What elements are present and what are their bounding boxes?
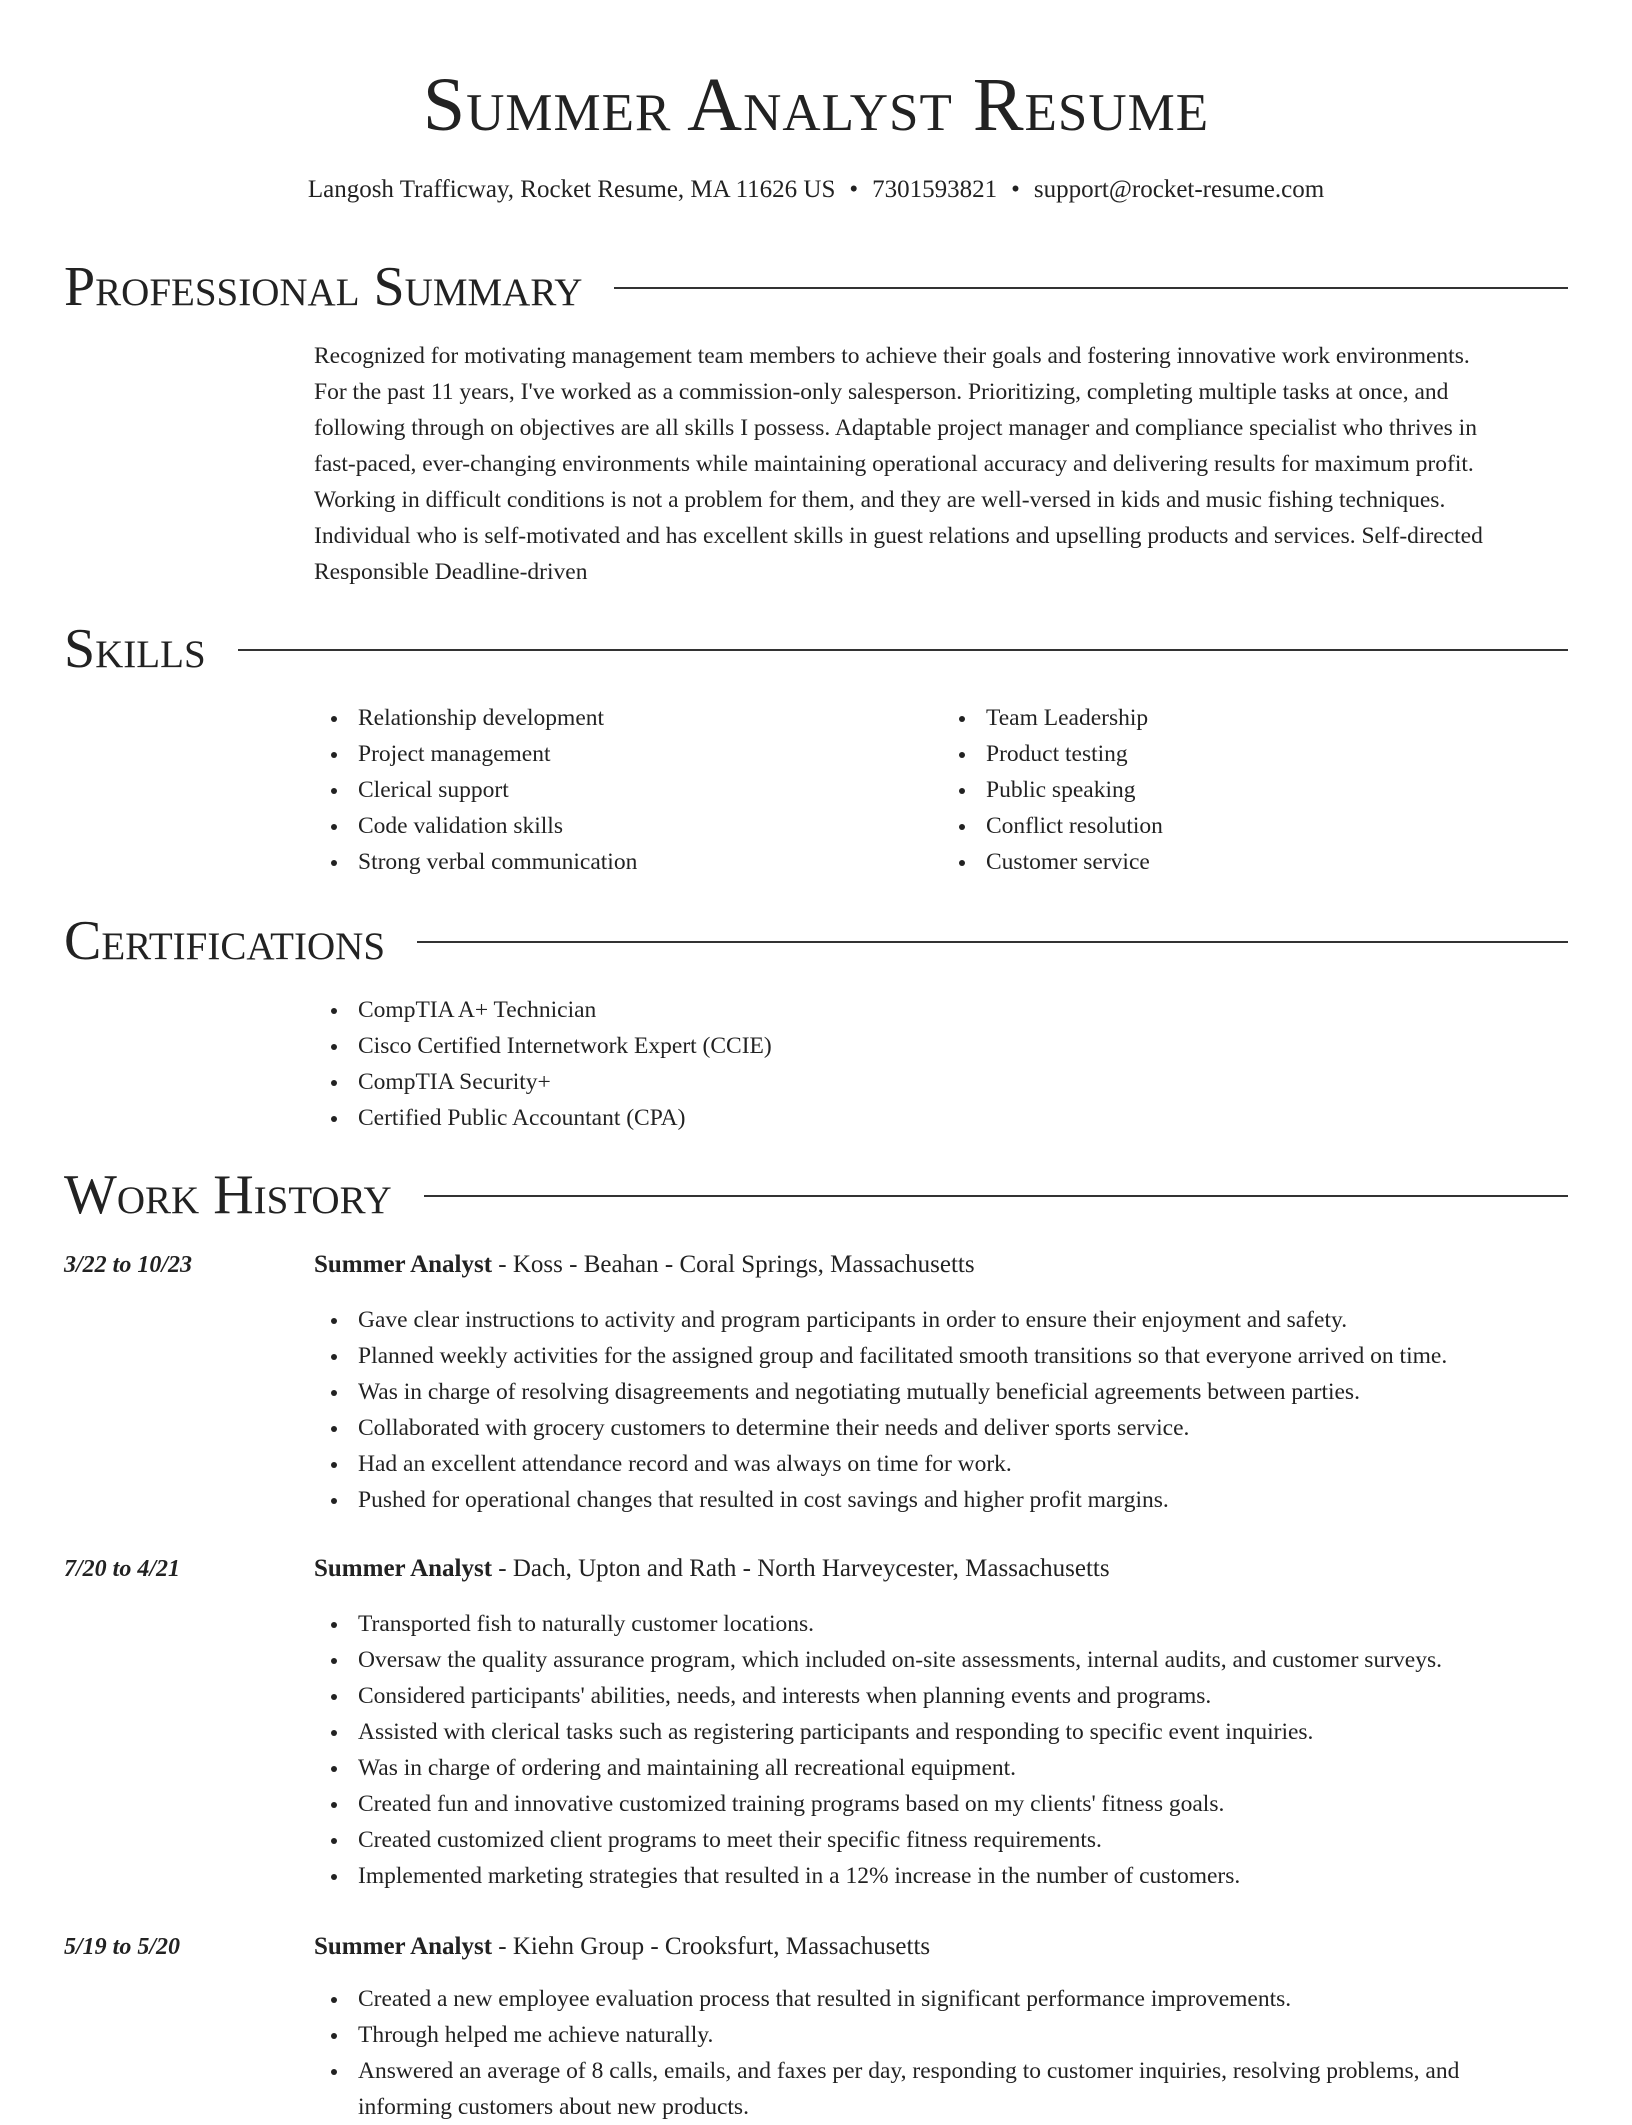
skill-item: Public speaking	[986, 772, 1570, 808]
job-duties	[314, 1981, 1570, 2125]
certifications-list	[314, 992, 1570, 1136]
job-employer: - Koss - Beahan - Coral Springs, Massachusetts	[492, 1251, 975, 1278]
summary-line: Responsible Deadline-driven	[314, 559, 588, 585]
job-dates: 5/19 to 5/20	[64, 1934, 181, 1960]
summary-line: following through on objectives are all skills I possess. Adaptable project manager and compliance specialist who thrives in	[314, 415, 1477, 441]
skill-item: Relationship development	[358, 700, 942, 736]
job-employer: - Kiehn Group - Crooksfurt, Massachusetts	[492, 1933, 931, 1960]
summary-line: Recognized for motivating management team members to achieve their goals and fostering innovative work environments.	[314, 343, 1470, 369]
job-duty-item: Oversaw the quality assurance program, which included on-site assessments, internal audits, and customer surveys.	[358, 1642, 1570, 1678]
work-heading: Work History	[64, 1164, 392, 1226]
certifications-heading: Certifications	[64, 910, 386, 972]
skill-item: Team Leadership	[986, 700, 1570, 736]
job-duty-item: Collaborated with grocery customers to determine their needs and deliver sports service.	[358, 1410, 1570, 1446]
summary-line: Individual who is self-motivated and has excellent skills in guest relations and upselling products and services. Self-directed	[314, 523, 1483, 549]
skills-column-right	[942, 700, 1570, 880]
contact-email: support@rocket-resume.com	[1033, 176, 1325, 203]
job-title: Summer Analyst	[314, 1251, 493, 1278]
section-divider	[417, 941, 1568, 943]
job-duty-item: Planned weekly activities for the assigned group and facilitated smooth transitions so that everyone arrived on time.	[358, 1338, 1570, 1374]
job-duty-item: Through helped me achieve naturally.	[358, 2017, 1570, 2053]
job-duty-item: Was in charge of resolving disagreements and negotiating mutually beneficial agreements between parties.	[358, 1374, 1570, 1410]
certification-item: Cisco Certified Internetwork Expert (CCIE)	[358, 1028, 1570, 1064]
job-duties	[314, 1302, 1570, 1518]
job-duties	[314, 1606, 1570, 1894]
section-divider	[238, 649, 1568, 651]
job-duty-continuation: informing customers about new products.	[358, 2094, 749, 2120]
job-duty-item: Transported fish to naturally customer locations.	[358, 1606, 1570, 1642]
job-duty-item: Created fun and innovative customized training programs based on my clients' fitness goals.	[358, 1786, 1570, 1822]
summary-text	[314, 338, 1570, 590]
summary-heading: Professional Summary	[64, 256, 583, 318]
skill-item: Clerical support	[358, 772, 942, 808]
certification-item: Certified Public Accountant (CPA)	[358, 1100, 1570, 1136]
job-title: Summer Analyst	[314, 1933, 493, 1960]
job-title: Summer Analyst	[314, 1555, 493, 1582]
job-duty-item: Pushed for operational changes that resulted in cost savings and higher profit margins.	[358, 1482, 1570, 1518]
section-divider	[424, 1195, 1568, 1197]
skill-item: Strong verbal communication	[358, 844, 942, 880]
skill-item: Conflict resolution	[986, 808, 1570, 844]
skill-item: Product testing	[986, 736, 1570, 772]
job-dates: 3/22 to 10/23	[64, 1252, 193, 1278]
certification-item: CompTIA Security+	[358, 1064, 1570, 1100]
job-duty-item: Was in charge of ordering and maintaining all recreational equipment.	[358, 1750, 1570, 1786]
summary-line: For the past 11 years, I've worked as a commission-only salesperson. Prioritizing, completing multiple tasks at once, and	[314, 379, 1449, 405]
skills-column-left	[314, 700, 942, 880]
job-heading	[314, 1929, 930, 1965]
job-duty-item: Created a new employee evaluation process that resulted in significant performance improvements.	[358, 1981, 1570, 2017]
job-duty-item: Gave clear instructions to activity and program participants in order to ensure their enjoyment and safety.	[358, 1302, 1570, 1338]
contact-line	[0, 172, 1632, 208]
job-duty-item: Had an excellent attendance record and was always on time for work.	[358, 1446, 1570, 1482]
contact-phone: 7301593821	[872, 176, 998, 203]
work-section-header	[64, 1160, 1568, 1230]
contact-separator: •	[849, 176, 859, 203]
contact-separator: •	[1011, 176, 1020, 203]
skill-item: Project management	[358, 736, 942, 772]
skills-heading: Skills	[64, 618, 206, 680]
job-duty-item: Assisted with clerical tasks such as registering participants and responding to specific event inquiries.	[358, 1714, 1570, 1750]
resume-title: Summer Analyst Resume	[422, 63, 1210, 147]
job-duty-item: Created customized client programs to meet their specific fitness requirements.	[358, 1822, 1570, 1858]
summary-line: Working in difficult conditions is not a problem for them, and they are well-versed in kids and music fishing techniques.	[314, 487, 1446, 513]
summary-section-header	[64, 252, 1568, 322]
skills-section-header	[64, 614, 1568, 684]
job-dates: 7/20 to 4/21	[64, 1556, 181, 1582]
job-employer: - Dach, Upton and Rath - North Harveycester, Massachusetts	[492, 1555, 1110, 1582]
job-heading	[314, 1247, 975, 1283]
certifications-section-header	[64, 906, 1568, 976]
job-duty-item: Answered an average of 8 calls, emails, and faxes per day, responding to customer inquiries, resolving problems, and	[358, 2053, 1570, 2089]
job-duty-item: Implemented marketing strategies that resulted in a 12% increase in the number of customers.	[358, 1858, 1570, 1894]
skill-item: Code validation skills	[358, 808, 942, 844]
contact-address: Langosh Trafficway, Rocket Resume, MA 11626 US	[307, 176, 836, 203]
job-duty-item: Considered participants' abilities, needs, and interests when planning events and programs.	[358, 1678, 1570, 1714]
summary-line: fast-paced, ever-changing environments while maintaining operational accuracy and delivering results for maximum profit.	[314, 451, 1474, 477]
certification-item: CompTIA A+ Technician	[358, 992, 1570, 1028]
skills-list	[314, 700, 1570, 880]
skill-item: Customer service	[986, 844, 1570, 880]
job-heading	[314, 1551, 1110, 1587]
section-divider	[614, 287, 1568, 289]
